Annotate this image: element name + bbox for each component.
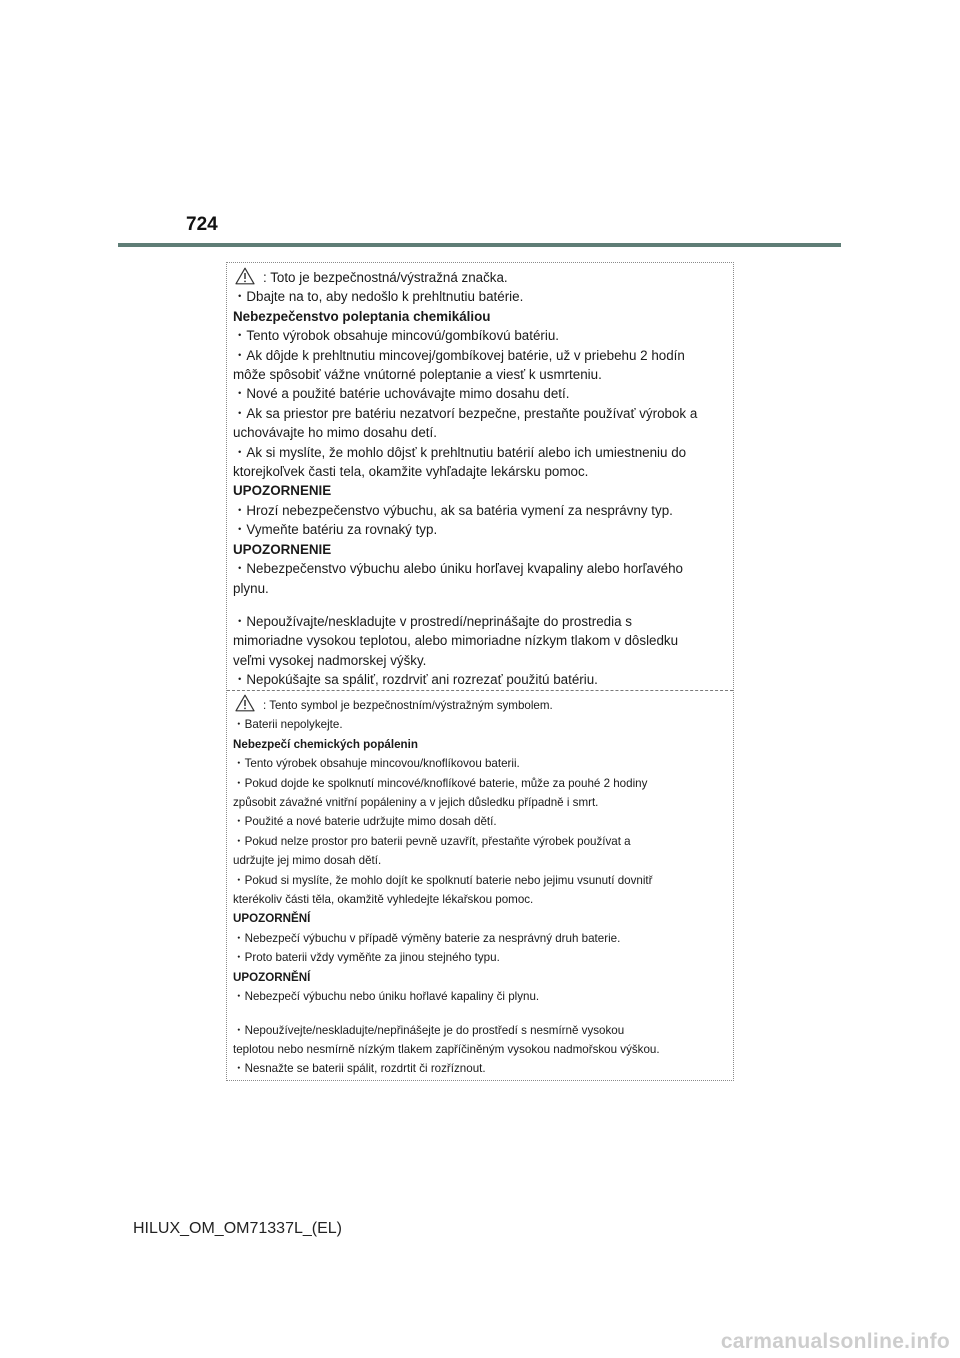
sk-text-line: ktorejkoľvek časti tela, okamžite vyhľadajte lekársku pomoc.: [233, 464, 589, 480]
cs-text-line: ・Pokud si myslíte, že mohlo dojít ke spolknutí baterie nebo jejimu vsunutí dovnitř: [233, 873, 653, 887]
symbol-line-sk: [233, 267, 729, 287]
sk-spacer: [233, 598, 729, 612]
cs-text-line: ・Nesnažte se baterii spálit, rozdrtit či rozříznout.: [233, 1062, 486, 1076]
notice-lines-sk: [233, 287, 729, 689]
cs-text-line: teplotou nebo nesmírně nízkým tlakem zapříčiněným vysokou nadmořskou výškou.: [233, 1042, 660, 1056]
notice-lines-cs: [233, 715, 729, 1078]
symbol-line-cs: [233, 694, 729, 715]
battery-warning-box: [226, 262, 734, 1081]
cs-text-line: ・Použité a nové baterie udržujte mimo dosah dětí.: [233, 815, 497, 829]
sk-text-line: ・Dbajte na to, aby nedošlo k prehltnutiu batérie.: [233, 289, 524, 305]
sk-text-line: ・Nové a použité batérie uchovávajte mimo dosahu detí.: [233, 386, 570, 402]
sk-heading: UPOZORNENIE: [233, 541, 332, 557]
cs-text-line: ・Nepoužívejte/neskladujte/nepřinášejte je do prostředí s nesmírně vysokou: [233, 1023, 625, 1037]
notice-slovak: [233, 267, 729, 691]
symbol-description-sk: : Toto je bezpečnostná/výstražná značka.: [263, 270, 508, 285]
sk-text-line: uchovávajte ho mimo dosahu detí.: [233, 425, 437, 441]
sk-text-line: ・Vymeňte batériu za rovnaký typ.: [233, 522, 438, 538]
sk-text-line: ・Ak sa priestor pre batériu nezatvorí bezpečne, prestaňte používať výrobok a: [233, 405, 698, 421]
cs-text-line: ・Proto baterii vždy vyměňte za jinou stejného typu.: [233, 951, 500, 965]
cs-text-line: ・Pokud dojde ke spolknutí mincové/knoflíkové baterie, může za pouhé 2 hodiny: [233, 776, 648, 790]
cs-text-line: ・Nebezpečí výbuchu v případě výměny baterie za nesprávný druh baterie.: [233, 931, 621, 945]
sk-text-line: plynu.: [233, 580, 269, 596]
sk-heading: UPOZORNENIE: [233, 483, 332, 499]
cs-text-line: ・Nebezpečí výbuchu nebo úniku hořlavé kapaliny či plynu.: [233, 990, 540, 1004]
sk-text-line: ・Nepoužívajte/neskladujte v prostredí/neprinášajte do prostredia s: [233, 613, 632, 629]
cs-heading: UPOZORNĚNÍ: [233, 912, 311, 926]
symbol-description-cs: : Tento symbol je bezpečnostním/výstražným symbolem.: [263, 699, 553, 712]
cs-text-line: kterékoliv části těla, okamžitě vyhledejte lékařskou pomoc.: [233, 893, 534, 907]
cs-text-line: udržujte jej mimo dosah dětí.: [233, 854, 382, 868]
sk-text-line: ・Nebezpečenstvo výbuchu alebo úniku horľavej kvapaliny alebo horľavého: [233, 561, 683, 577]
cs-text-line: ・Tento výrobek obsahuje mincovou/knoflíkovou baterii.: [233, 757, 520, 771]
sk-text-line: ・Hrozí nebezpečenstvo výbuchu, ak sa batéria vymení za nesprávny typ.: [233, 502, 673, 518]
cs-text-line: ・Baterii nepolykejte.: [233, 718, 343, 732]
sk-heading: Nebezpečenstvo poleptania chemikáliou: [233, 308, 491, 324]
sk-text-line: veľmi vysokej nadmorskej výšky.: [233, 652, 427, 668]
cs-heading: UPOZORNĚNÍ: [233, 970, 311, 984]
page-number: 724: [186, 214, 218, 235]
sk-text-line: môže spôsobiť vážne vnútorné poleptanie a viesť k usmrteniu.: [233, 367, 602, 383]
cs-heading: Nebezpečí chemických popálenin: [233, 737, 418, 751]
notice-czech: [233, 694, 729, 1078]
sk-text-line: mimoriadne vysokou teplotou, alebo mimoriadne nízkym tlakom v dôsledku: [233, 633, 679, 649]
sk-text-line: ・Ak dôjde k prehltnutiu mincovej/gombíkovej batérie, už v priebehu 2 hodín: [233, 347, 685, 363]
cs-spacer: [233, 1007, 729, 1021]
header-rule: [118, 243, 841, 247]
sk-text-line: ・Ak si myslíte, že mohlo dôjsť k prehltnutiu batérií alebo ich umiestneniu do: [233, 444, 687, 460]
document-code: HILUX_OM_OM71337L_(EL): [133, 1220, 342, 1237]
cs-text-line: ・Pokud nelze prostor pro baterii pevně uzavřít, přestaňte výrobek používat a: [233, 834, 631, 848]
warning-triangle-icon: [235, 694, 255, 712]
watermark: carmanualsonline.info: [720, 1330, 950, 1353]
section-divider: [227, 690, 733, 691]
sk-text-line: ・Nepokúšajte sa spáliť, rozdrviť ani rozrezať použitú batériu.: [233, 672, 598, 688]
cs-text-line: způsobit závažné vnitřní popáleniny a v jejich důsledku případně i smrt.: [233, 796, 599, 810]
sk-text-line: ・Tento výrobok obsahuje mincovú/gombíkovú batériu.: [233, 328, 560, 344]
warning-triangle-icon: [235, 267, 255, 285]
